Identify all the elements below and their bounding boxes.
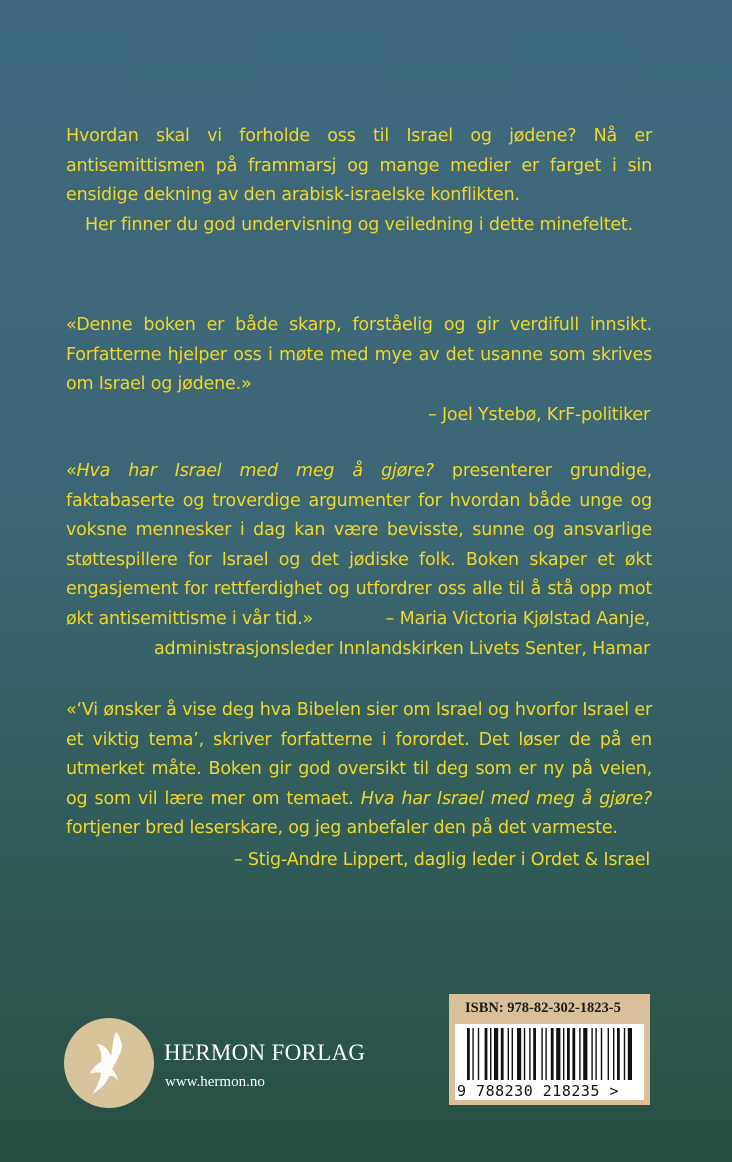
- barcode-area: [455, 1024, 644, 1100]
- isbn-label: ISBN: 978-82-302-1823-5: [465, 1000, 621, 1016]
- quote-3-book-title: Hva har Israel med meg å gjøre?: [360, 788, 653, 809]
- publisher-logo-area: [64, 1018, 364, 1110]
- quote-2-text: presenterer grundige, faktabaserte og troverdige argumenter for hvordan både unge og voksne mennesker i dag kan være bevisste, sunne og ansvarlige støttespillere for Israel og det jødiske folk. Boken skaper et økt engasjement for rettferdighet og utfordrer oss alle til å stå opp mot økt antisemittisme i vår tid.»: [66, 461, 653, 629]
- quote-3-text-post: fortjener bred leserskare, og jeg anbefaler den på det varmeste.: [66, 818, 618, 838]
- quote-1-text: «Denne boken er både skarp, forståelig og gir verdifull innsikt. Forfatterne hjelper oss i møte med mye av det usanne som skrives om Israel og jødene.»: [66, 315, 652, 394]
- barcode-bars-icon: [455, 1024, 644, 1082]
- publisher-url: www.hermon.no: [165, 1074, 265, 1090]
- quote-1: [66, 311, 652, 400]
- quote-3-attribution: – Stig-Andre Lippert, daglig leder i Ordet & Israel: [233, 850, 650, 870]
- publisher-name: HERMON FORLAG: [164, 1040, 366, 1065]
- intro-line-2: Her finner du god undervisning og veiledning i dette minefeltet.: [85, 215, 633, 235]
- quote-2-book-title: Hva har Israel med meg å gjøre?: [76, 461, 434, 481]
- quote-2-open: «: [66, 461, 77, 481]
- intro-paragraph: [66, 122, 652, 211]
- quote-2-attribution-1: – Maria Victoria Kjølstad Aanje,: [385, 609, 650, 629]
- barcode-digits: 9 788230 218235 >: [457, 1082, 620, 1100]
- quote-2-attribution-2: administrasjonsleder Innlandskirken Livets Senter, Hamar: [154, 639, 650, 659]
- quote-3: [66, 696, 652, 844]
- intro-line-1: Hvordan skal vi forholde oss til Israel og jødene? Nå er antisemittismen på frammarsj og mange medier er farget i sin ensidige dekning av den arabisk-israelske konflikten.: [66, 126, 652, 205]
- intro-paragraph-2: [66, 211, 652, 241]
- quote-3-text-pre: «‘Vi ønsker å vise deg hva Bibelen sier om Israel og hvorfor Israel er et viktig tema’, skriver forfatterne i forordet. Det løser de på en utmerket måte. Boken gir god oversikt til deg som er ny på veien, og som vil lære mer om temaet.: [66, 700, 652, 809]
- dove-logo-icon: [64, 1018, 154, 1108]
- quote-1-attribution: – Joel Ystebø, KrF-politiker: [428, 405, 650, 425]
- barcode-panel: [449, 994, 650, 1105]
